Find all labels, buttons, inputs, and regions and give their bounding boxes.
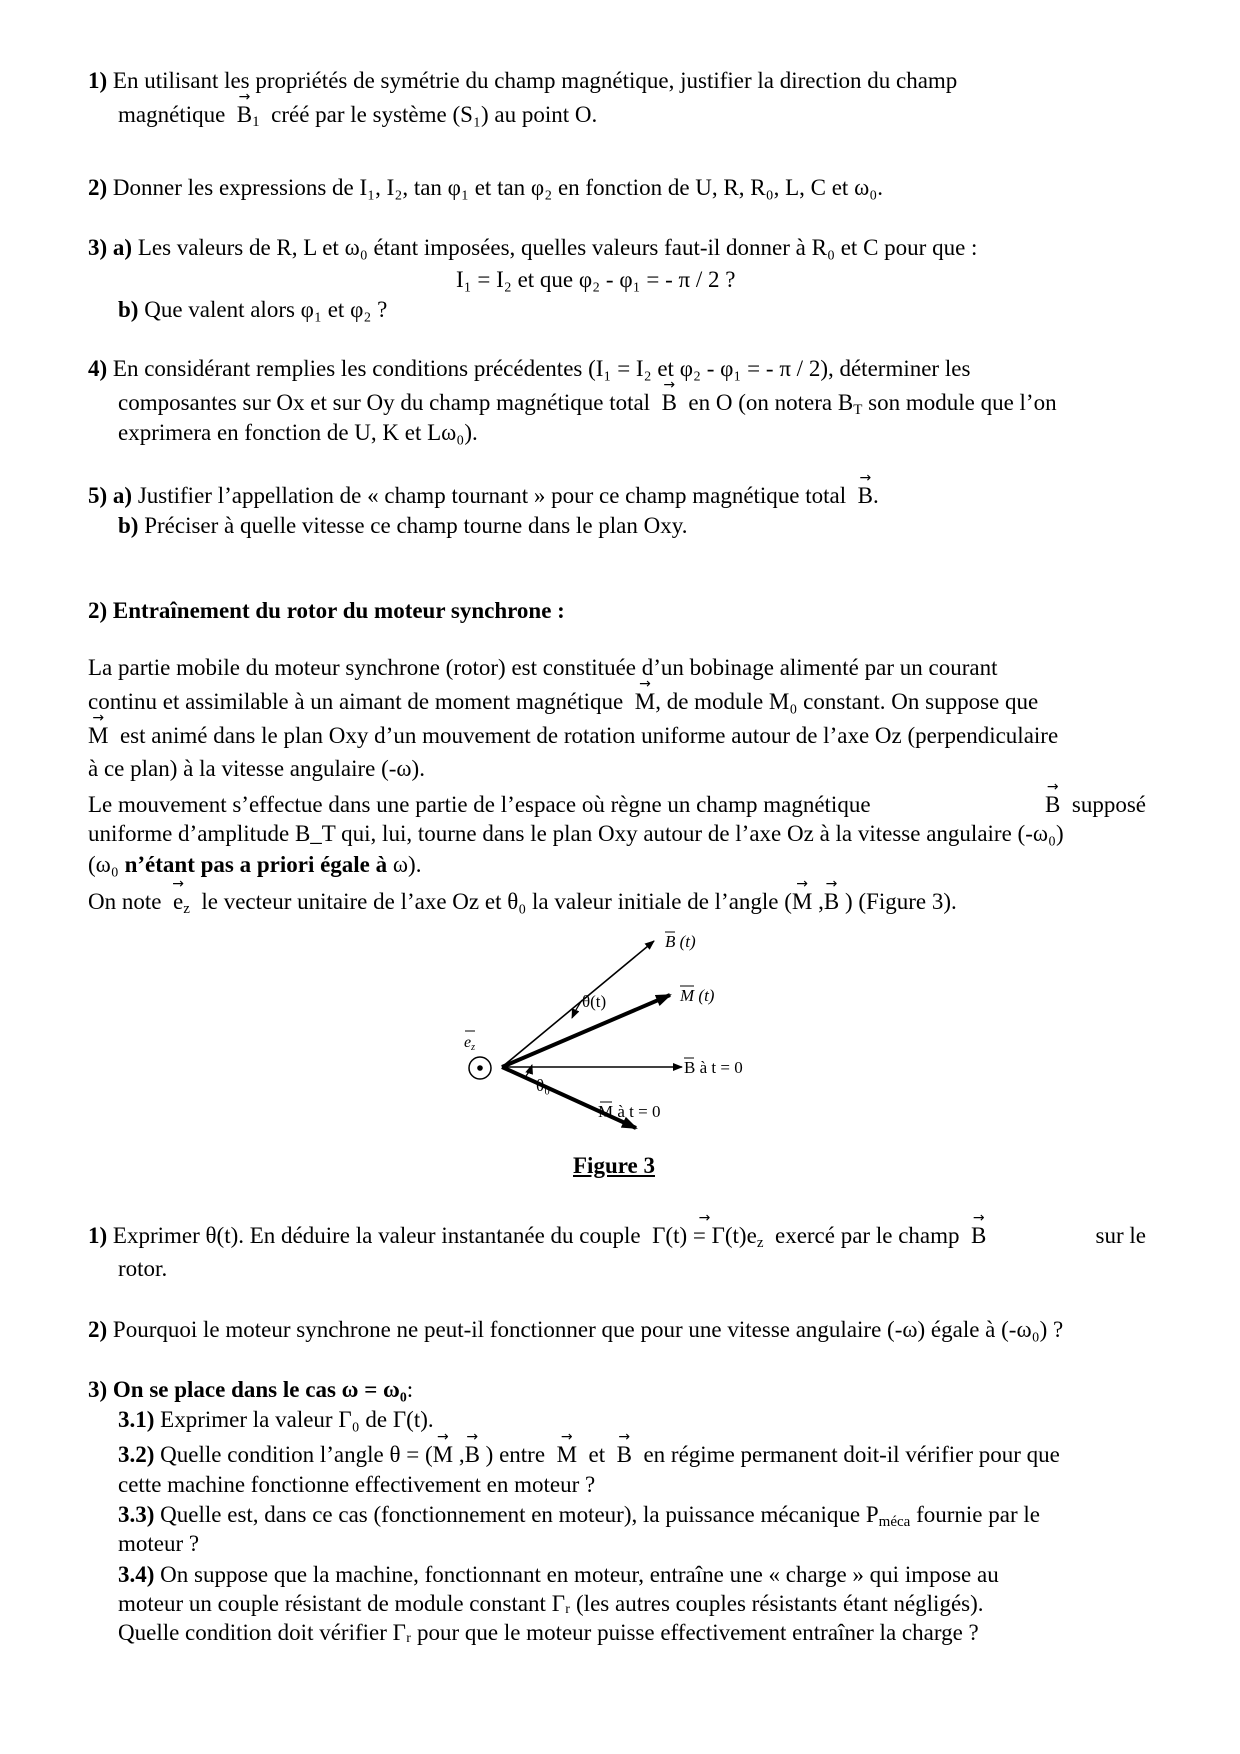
theta-t-arc (572, 1000, 582, 1018)
p2q1-number: 1) (88, 1223, 108, 1248)
q3a-text: Les valeurs de R, L et ω₀ étant imposées, quelles valeurs faut-il donner à R₀ et C pour que : (137, 235, 978, 260)
p2q3-4-line1: On suppose que la machine, fonctionnant en moteur, entraîne une « charge » qui impose au (160, 1562, 999, 1587)
vector-b-letter: B (857, 483, 873, 508)
vector-b1 (237, 103, 252, 126)
q3-number: 3) (88, 235, 108, 260)
q5b-text: Préciser à quelle vitesse ce champ tourne dans le plan Oxy. (144, 513, 688, 538)
couple-sub: z (756, 1235, 764, 1251)
vector-b (824, 890, 839, 913)
p2q3-1-label: 3.1) (118, 1407, 155, 1432)
p2q2-line (88, 1318, 1063, 1341)
p2q3-4-line2: moteur un couple résistant de module constant Γᵣ (les autres couples résistants étant négligés). (118, 1591, 984, 1616)
q3-condition: I₁ = I₂ et que φ₂ - φ₁ = - π / 2 ? (456, 267, 736, 292)
p-meca-sub: méca (878, 1514, 911, 1530)
q5-number: 5) (88, 483, 108, 508)
vector-b-letter: B (661, 390, 677, 415)
vector-m (792, 890, 812, 913)
p2q3-2-comma: , (458, 1442, 465, 1467)
q4-line3: exprimera en fonction de U, K et Lω₀). (118, 420, 478, 445)
q5b-label: b) (118, 513, 139, 538)
p2q3-2 (118, 1443, 1060, 1466)
p2-line3-post: ω). (392, 852, 422, 877)
p1-line3 (88, 724, 1058, 747)
q4-line1-text: En considérant remplies les conditions précédentes (I₁ = I₂ et φ₂ - φ₁ = - π / 2), déterminer les (112, 356, 971, 381)
q4-number: 4) (88, 356, 108, 381)
p2-line3-bold: n’étant pas a priori égale à (124, 852, 388, 877)
p2q3-3-line2: moteur ? (118, 1531, 200, 1556)
q1-number: 1) (88, 68, 108, 93)
p2-line3-pre: (ω₀ (88, 852, 119, 877)
p2-line1 (88, 793, 1146, 816)
section-title: 2) Entraînement du rotor du moteur synchrone : (88, 598, 565, 623)
q1-text: En utilisant les propriétés de symétrie du champ magnétique, justifier la direction du champ (112, 68, 958, 93)
p2q3-title (88, 1378, 413, 1401)
p3-pre: On note (88, 889, 162, 914)
p2-line3 (88, 853, 421, 876)
p2q1-mid: exercé par le champ (774, 1223, 960, 1248)
vector-b1-letter: B (236, 102, 253, 127)
vector-ez-sub: z (183, 901, 190, 917)
vector-b-letter: B (616, 1442, 632, 1467)
m-at-zero-label: M à t = 0 (598, 1102, 661, 1121)
p1-line3-text: est animé dans le plan Oxy d’un mouvement de rotation uniforme autour de l’axe Oz (perpendiculaire (119, 723, 1059, 748)
vector-m-letter: M (556, 1442, 578, 1467)
vector-ez (173, 890, 183, 913)
p2q3-2-mid: ) entre (485, 1442, 546, 1467)
vector-b (1045, 793, 1060, 816)
vector-b-letter: B (971, 1223, 987, 1248)
q5a-period: . (873, 483, 879, 508)
p2q3-3-post: fournie par le (916, 1502, 1040, 1527)
vector-b (971, 1224, 986, 1247)
p1-line4: à ce plan) à la vitesse angulaire (-ω). (88, 756, 425, 781)
p2-line2: uniforme d’amplitude B_T qui, lui, tourne dans le plan Oxy autour de l’axe Oz à la vitesse angulaire (-ω₀) (88, 821, 1064, 846)
p1-line1 (88, 656, 1146, 679)
p2-line1-pre: Le mouvement s’effectue dans une partie de l’espace où règne un champ magnétique (88, 792, 871, 817)
q2-number: 2) (88, 175, 108, 200)
b-at-zero-label: B à t = 0 (684, 1058, 743, 1077)
p3-mid: le vecteur unitaire de l’axe Oz et θ₀ la valeur initiale de l’angle ( (201, 889, 792, 914)
p3-end: ) (Figure 3). (844, 889, 957, 914)
p2q3-1-text: Exprimer la valeur Γ₀ de Γ(t). (160, 1407, 434, 1432)
vector-b (662, 391, 677, 414)
figure-3-diagram (440, 925, 800, 1150)
p2q2-number: 2) (88, 1317, 108, 1342)
p2q3-2-and: et (588, 1442, 606, 1467)
q3b-line (118, 298, 387, 321)
q4-line2-post: en O (on notera B (688, 390, 854, 415)
b-t-arrow (502, 941, 654, 1067)
p2q3-title-text: 3) On se place dans le cas ω = ω₀ (88, 1377, 407, 1402)
q5a-line (88, 484, 879, 507)
vector-m (433, 1443, 453, 1466)
q4-line1 (88, 357, 1146, 380)
p2q1-pre: Exprimer θ(t). En déduire la valeur instantanée du couple (112, 1223, 641, 1248)
p2-line1-post: supposé (1071, 792, 1146, 817)
p2q1-line2: rotor. (118, 1256, 168, 1281)
q4-line2-pre: composantes sur Ox et sur Oy du champ magnétique total (118, 390, 651, 415)
couple-expression (652, 1224, 757, 1247)
theta0-label: θ₀ (536, 1076, 551, 1095)
p2q3-2-post: en régime permanent doit-il vérifier pour que (643, 1442, 1060, 1467)
vector-b-letter: B (1045, 792, 1061, 817)
q4-line2-end: son module que l’on (868, 390, 1057, 415)
q1-line2-post: créé par le système (S₁) au point O. (271, 102, 598, 127)
theta-t-label: θ(t) (582, 992, 607, 1011)
p2q3-1 (118, 1408, 434, 1431)
vector-b1-sub: 1 (252, 114, 260, 130)
q5b-line (118, 514, 688, 537)
q4-bt-sub: T (853, 402, 863, 418)
vector-m-letter: M (88, 723, 109, 748)
ez-dot (477, 1065, 483, 1071)
p2q3-2-label: 3.2) (118, 1442, 155, 1467)
vector-m-letter: M (634, 689, 656, 714)
q3b-label: b) (118, 297, 139, 322)
vector-b-letter: B (823, 889, 840, 914)
p3-line (88, 889, 957, 917)
p2q3-3-pre: Quelle est, dans ce cas (fonctionnement en moteur), la puissance mécanique P (160, 1502, 879, 1527)
vector-m-letter: M (791, 889, 813, 914)
p3-comma: , (818, 889, 824, 914)
q1-line2 (118, 102, 598, 130)
p2q3-2-pre: Quelle condition l’angle θ = ( (160, 1442, 433, 1467)
vector-m-letter: M (432, 1442, 454, 1467)
p2q3-4-line3: Quelle condition doit vérifier Γᵣ pour que le moteur puisse effectivement entraîner la charge ? (118, 1620, 979, 1645)
vector-b (465, 1443, 480, 1466)
vector-m (88, 724, 108, 747)
p1-line1-text: La partie mobile du moteur synchrone (rotor) est constituée d’un bobinage alimenté par un courant (88, 655, 998, 680)
q2-line (88, 176, 883, 199)
q5a-text: Justifier l’appellation de « champ tournant » pour ce champ magnétique total (137, 483, 847, 508)
q4-line2 (118, 390, 1057, 418)
p2q3-4-label: 3.4) (118, 1562, 155, 1587)
p1-line2-pre: continu et assimilable à un aimant de moment magnétique (88, 689, 624, 714)
p2q1-line1 (88, 1223, 1146, 1251)
ez-label: ez (464, 1034, 476, 1053)
q3a-line (88, 236, 977, 259)
p2q3-4 (118, 1563, 999, 1586)
couple-text: Γ(t) = Γ(t)e (652, 1223, 757, 1248)
vector-b-letter: B (464, 1442, 480, 1467)
vector-m (557, 1443, 577, 1466)
p2q1-end: sur le (1095, 1223, 1146, 1248)
vector-ez-letter: e (172, 889, 184, 914)
m-t-label: M (t) (680, 986, 715, 1005)
q1-line2-pre: magnétique (118, 102, 226, 127)
q2-text: Donner les expressions de I₁, I₂, tan φ₁ et tan φ₂ en fonction de U, R, R₀, L, C et ω₀. (112, 175, 883, 200)
p2q3-colon: : (406, 1377, 414, 1402)
figure-caption: Figure 3 (573, 1153, 655, 1178)
p2q2-text: Pourquoi le moteur synchrone ne peut-il fonctionner que pour une vitesse angulaire (-ω) égale à (-ω₀) ? (112, 1317, 1064, 1342)
b-t-label: B (t) (665, 932, 696, 951)
p2q3-3-label: 3.3) (118, 1502, 155, 1527)
p1-line2-post: , de module M₀ constant. On suppose que (655, 689, 1039, 714)
p1-line2 (88, 690, 1038, 713)
vector-b (858, 484, 873, 507)
vector-b (617, 1443, 632, 1466)
p2q3-2-line2: cette machine fonctionne effectivement en moteur ? (118, 1472, 596, 1497)
q3b-text: Que valent alors φ₁ et φ₂ ? (144, 297, 388, 322)
p2q3-3 (118, 1502, 1040, 1530)
vector-m (635, 690, 655, 713)
q5a-label: a) (112, 483, 133, 508)
q3a-label: a) (112, 235, 133, 260)
